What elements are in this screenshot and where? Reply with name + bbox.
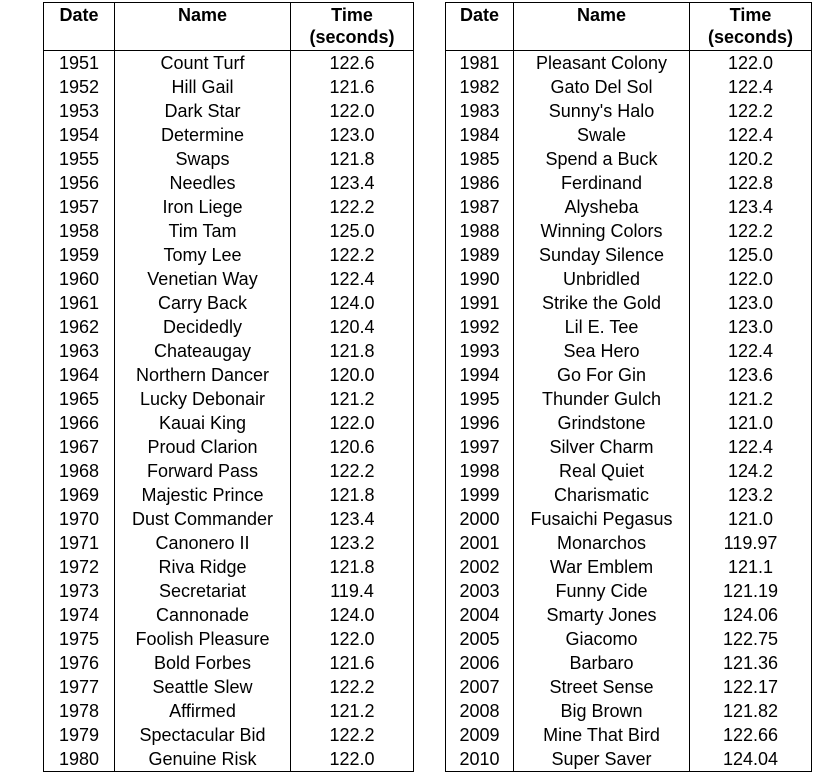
time-cell: 125.0 <box>690 243 812 267</box>
horse-name-cell: Secretariat <box>115 579 291 603</box>
horse-name-cell: Determine <box>115 123 291 147</box>
horse-name-cell: Dust Commander <box>115 507 291 531</box>
table-row <box>446 555 812 579</box>
year-cell: 1985 <box>446 147 514 171</box>
horse-name-cell: Pleasant Colony <box>514 51 690 76</box>
date-column-header: Date <box>446 3 514 51</box>
table-row <box>44 651 414 675</box>
time-cell: 122.2 <box>291 195 414 219</box>
table-row <box>446 699 812 723</box>
time-cell: 124.04 <box>690 747 812 772</box>
time-cell: 122.4 <box>690 435 812 459</box>
table-row <box>44 291 414 315</box>
table-row <box>44 123 414 147</box>
time-column-header <box>291 3 414 51</box>
horse-name-cell: Strike the Gold <box>514 291 690 315</box>
table-row <box>446 267 812 291</box>
time-header-line1: Time <box>331 5 373 25</box>
time-cell: 122.2 <box>291 723 414 747</box>
time-cell: 124.0 <box>291 291 414 315</box>
time-cell: 122.4 <box>291 267 414 291</box>
horse-name-cell: Lil E. Tee <box>514 315 690 339</box>
time-cell: 122.4 <box>690 75 812 99</box>
year-cell: 1991 <box>446 291 514 315</box>
horse-name-cell: Forward Pass <box>115 459 291 483</box>
year-cell: 1953 <box>44 99 115 123</box>
horse-name-cell: Alysheba <box>514 195 690 219</box>
year-cell: 1992 <box>446 315 514 339</box>
table-row <box>44 147 414 171</box>
table-row <box>44 555 414 579</box>
year-cell: 2005 <box>446 627 514 651</box>
time-cell: 121.0 <box>690 507 812 531</box>
year-cell: 1975 <box>44 627 115 651</box>
horse-name-cell: Thunder Gulch <box>514 387 690 411</box>
horse-name-cell: Mine That Bird <box>514 723 690 747</box>
table-row <box>446 459 812 483</box>
time-cell: 122.0 <box>291 747 414 772</box>
horse-name-cell: Genuine Risk <box>115 747 291 772</box>
time-cell: 122.2 <box>690 99 812 123</box>
time-cell: 121.8 <box>291 483 414 507</box>
horse-name-cell: Funny Cide <box>514 579 690 603</box>
table-row <box>446 315 812 339</box>
year-cell: 2000 <box>446 507 514 531</box>
table-row <box>446 435 812 459</box>
year-cell: 1995 <box>446 387 514 411</box>
horse-name-cell: Carry Back <box>115 291 291 315</box>
horse-name-cell: Spectacular Bid <box>115 723 291 747</box>
time-cell: 121.2 <box>291 387 414 411</box>
horse-name-cell: Sunny's Halo <box>514 99 690 123</box>
year-cell: 1972 <box>44 555 115 579</box>
table-row <box>44 195 414 219</box>
table-row <box>44 339 414 363</box>
time-cell: 122.66 <box>690 723 812 747</box>
horse-name-cell: Bold Forbes <box>115 651 291 675</box>
table-row <box>446 171 812 195</box>
right-table-body <box>446 51 812 772</box>
horse-name-cell: Needles <box>115 171 291 195</box>
horse-name-cell: Silver Charm <box>514 435 690 459</box>
time-cell: 121.2 <box>291 699 414 723</box>
left-table-header <box>44 3 414 51</box>
table-row <box>44 699 414 723</box>
year-cell: 1986 <box>446 171 514 195</box>
horse-name-cell: Hill Gail <box>115 75 291 99</box>
table-row <box>446 627 812 651</box>
time-cell: 125.0 <box>291 219 414 243</box>
time-cell: 124.06 <box>690 603 812 627</box>
table-row <box>446 51 812 76</box>
horse-name-cell: Charismatic <box>514 483 690 507</box>
horse-name-cell: Cannonade <box>115 603 291 627</box>
year-cell: 1966 <box>44 411 115 435</box>
table-row <box>44 579 414 603</box>
header-row <box>446 3 812 51</box>
time-cell: 122.4 <box>690 123 812 147</box>
year-cell: 1958 <box>44 219 115 243</box>
horse-name-cell: Super Saver <box>514 747 690 772</box>
year-cell: 1957 <box>44 195 115 219</box>
table-row <box>44 483 414 507</box>
horse-name-cell: Tomy Lee <box>115 243 291 267</box>
table-row <box>446 603 812 627</box>
table-row <box>446 387 812 411</box>
horse-name-cell: Winning Colors <box>514 219 690 243</box>
date-column-header: Date <box>44 3 115 51</box>
time-cell: 120.6 <box>291 435 414 459</box>
table-row <box>44 675 414 699</box>
table-row <box>446 339 812 363</box>
horse-name-cell: Fusaichi Pegasus <box>514 507 690 531</box>
horse-name-cell: Canonero II <box>115 531 291 555</box>
horse-name-cell: Kauai King <box>115 411 291 435</box>
table-row <box>44 507 414 531</box>
time-cell: 123.6 <box>690 363 812 387</box>
time-column-header <box>690 3 812 51</box>
time-cell: 122.2 <box>291 243 414 267</box>
year-cell: 1997 <box>446 435 514 459</box>
year-cell: 1955 <box>44 147 115 171</box>
year-cell: 1952 <box>44 75 115 99</box>
right-results-table <box>445 2 812 772</box>
horse-name-cell: Street Sense <box>514 675 690 699</box>
horse-name-cell: Go For Gin <box>514 363 690 387</box>
time-cell: 120.2 <box>690 147 812 171</box>
year-cell: 1980 <box>44 747 115 772</box>
table-row <box>446 675 812 699</box>
year-cell: 1954 <box>44 123 115 147</box>
time-cell: 122.75 <box>690 627 812 651</box>
time-cell: 123.0 <box>291 123 414 147</box>
year-cell: 2002 <box>446 555 514 579</box>
year-cell: 1987 <box>446 195 514 219</box>
year-cell: 1979 <box>44 723 115 747</box>
time-cell: 120.4 <box>291 315 414 339</box>
horse-name-cell: Iron Liege <box>115 195 291 219</box>
time-cell: 123.4 <box>291 507 414 531</box>
horse-name-cell: Swaps <box>115 147 291 171</box>
horse-name-cell: Swale <box>514 123 690 147</box>
year-cell: 2008 <box>446 699 514 723</box>
year-cell: 1983 <box>446 99 514 123</box>
time-cell: 121.6 <box>291 75 414 99</box>
horse-name-cell: Sea Hero <box>514 339 690 363</box>
horse-name-cell: Big Brown <box>514 699 690 723</box>
time-cell: 124.0 <box>291 603 414 627</box>
horse-name-cell: Tim Tam <box>115 219 291 243</box>
horse-name-cell: Gato Del Sol <box>514 75 690 99</box>
year-cell: 1981 <box>446 51 514 76</box>
time-cell: 121.1 <box>690 555 812 579</box>
horse-name-cell: Real Quiet <box>514 459 690 483</box>
horse-name-cell: Dark Star <box>115 99 291 123</box>
table-row <box>44 531 414 555</box>
year-cell: 1965 <box>44 387 115 411</box>
year-cell: 1976 <box>44 651 115 675</box>
table-row <box>446 747 812 772</box>
table-row <box>44 459 414 483</box>
table-row <box>446 651 812 675</box>
year-cell: 2003 <box>446 579 514 603</box>
right-table-header <box>446 3 812 51</box>
table-row <box>44 747 414 772</box>
table-row <box>44 219 414 243</box>
time-cell: 122.2 <box>291 675 414 699</box>
year-cell: 2004 <box>446 603 514 627</box>
time-cell: 121.82 <box>690 699 812 723</box>
table-row <box>44 603 414 627</box>
time-cell: 122.0 <box>291 627 414 651</box>
time-cell: 123.4 <box>291 171 414 195</box>
year-cell: 1974 <box>44 603 115 627</box>
year-cell: 1970 <box>44 507 115 531</box>
year-cell: 2009 <box>446 723 514 747</box>
left-results-table <box>43 2 414 772</box>
time-cell: 122.2 <box>291 459 414 483</box>
year-cell: 1960 <box>44 267 115 291</box>
time-header-line1: Time <box>729 5 772 25</box>
horse-name-cell: Majestic Prince <box>115 483 291 507</box>
table-row <box>44 387 414 411</box>
time-cell: 121.6 <box>291 651 414 675</box>
time-cell: 122.0 <box>291 411 414 435</box>
time-cell: 121.8 <box>291 339 414 363</box>
year-cell: 1963 <box>44 339 115 363</box>
year-cell: 1994 <box>446 363 514 387</box>
time-cell: 121.0 <box>690 411 812 435</box>
table-row <box>446 411 812 435</box>
time-cell: 122.0 <box>690 51 812 76</box>
time-cell: 122.0 <box>690 267 812 291</box>
year-cell: 2006 <box>446 651 514 675</box>
year-cell: 2001 <box>446 531 514 555</box>
year-cell: 1988 <box>446 219 514 243</box>
time-header-line2: (seconds) <box>707 27 794 47</box>
left-table-body <box>44 51 414 772</box>
table-row <box>446 195 812 219</box>
year-cell: 1968 <box>44 459 115 483</box>
table-row <box>44 243 414 267</box>
name-column-header: Name <box>514 3 690 51</box>
table-row <box>44 267 414 291</box>
time-cell: 121.36 <box>690 651 812 675</box>
table-row <box>44 627 414 651</box>
table-row <box>446 363 812 387</box>
horse-name-cell: Proud Clarion <box>115 435 291 459</box>
horse-name-cell: Chateaugay <box>115 339 291 363</box>
table-row <box>44 315 414 339</box>
horse-name-cell: Giacomo <box>514 627 690 651</box>
time-cell: 124.2 <box>690 459 812 483</box>
horse-name-cell: Foolish Pleasure <box>115 627 291 651</box>
table-row <box>446 579 812 603</box>
horse-name-cell: Grindstone <box>514 411 690 435</box>
horse-name-cell: Monarchos <box>514 531 690 555</box>
table-row <box>446 723 812 747</box>
table-row <box>446 291 812 315</box>
time-cell: 122.6 <box>291 51 414 76</box>
year-cell: 1996 <box>446 411 514 435</box>
year-cell: 1989 <box>446 243 514 267</box>
time-header-line2: (seconds) <box>309 27 395 47</box>
year-cell: 1967 <box>44 435 115 459</box>
time-cell: 122.4 <box>690 339 812 363</box>
year-cell: 1990 <box>446 267 514 291</box>
horse-name-cell: Venetian Way <box>115 267 291 291</box>
year-cell: 1951 <box>44 51 115 76</box>
year-cell: 1961 <box>44 291 115 315</box>
year-cell: 2010 <box>446 747 514 772</box>
horse-name-cell: Northern Dancer <box>115 363 291 387</box>
time-cell: 122.0 <box>291 99 414 123</box>
horse-name-cell: Affirmed <box>115 699 291 723</box>
year-cell: 1998 <box>446 459 514 483</box>
time-cell: 122.17 <box>690 675 812 699</box>
time-cell: 123.2 <box>690 483 812 507</box>
year-cell: 1956 <box>44 171 115 195</box>
table-row <box>44 363 414 387</box>
year-cell: 1993 <box>446 339 514 363</box>
table-row <box>44 75 414 99</box>
table-row <box>44 99 414 123</box>
year-cell: 1977 <box>44 675 115 699</box>
table-row <box>44 411 414 435</box>
horse-name-cell: Riva Ridge <box>115 555 291 579</box>
horse-name-cell: Spend a Buck <box>514 147 690 171</box>
horse-name-cell: War Emblem <box>514 555 690 579</box>
name-column-header: Name <box>115 3 291 51</box>
year-cell: 1984 <box>446 123 514 147</box>
time-cell: 123.4 <box>690 195 812 219</box>
horse-name-cell: Sunday Silence <box>514 243 690 267</box>
table-row <box>446 147 812 171</box>
table-row <box>446 99 812 123</box>
table-row <box>446 483 812 507</box>
horse-name-cell: Decidedly <box>115 315 291 339</box>
time-cell: 123.2 <box>291 531 414 555</box>
year-cell: 1973 <box>44 579 115 603</box>
horse-name-cell: Count Turf <box>115 51 291 76</box>
horse-name-cell: Barbaro <box>514 651 690 675</box>
horse-name-cell: Smarty Jones <box>514 603 690 627</box>
header-row <box>44 3 414 51</box>
time-cell: 121.8 <box>291 147 414 171</box>
table-row <box>44 171 414 195</box>
year-cell: 1964 <box>44 363 115 387</box>
table-row <box>446 219 812 243</box>
time-cell: 121.8 <box>291 555 414 579</box>
year-cell: 1978 <box>44 699 115 723</box>
table-row <box>446 507 812 531</box>
table-row <box>446 243 812 267</box>
horse-name-cell: Ferdinand <box>514 171 690 195</box>
table-row <box>44 723 414 747</box>
table-row <box>446 123 812 147</box>
year-cell: 1971 <box>44 531 115 555</box>
horse-name-cell: Unbridled <box>514 267 690 291</box>
time-cell: 122.2 <box>690 219 812 243</box>
table-row <box>446 531 812 555</box>
horse-name-cell: Seattle Slew <box>115 675 291 699</box>
horse-name-cell: Lucky Debonair <box>115 387 291 411</box>
table-row <box>44 51 414 76</box>
time-cell: 119.97 <box>690 531 812 555</box>
year-cell: 1962 <box>44 315 115 339</box>
time-cell: 123.0 <box>690 315 812 339</box>
year-cell: 1969 <box>44 483 115 507</box>
year-cell: 1982 <box>446 75 514 99</box>
year-cell: 1999 <box>446 483 514 507</box>
time-cell: 122.8 <box>690 171 812 195</box>
table-row <box>44 435 414 459</box>
time-cell: 121.2 <box>690 387 812 411</box>
time-cell: 119.4 <box>291 579 414 603</box>
time-cell: 123.0 <box>690 291 812 315</box>
year-cell: 2007 <box>446 675 514 699</box>
table-row <box>446 75 812 99</box>
time-cell: 120.0 <box>291 363 414 387</box>
time-cell: 121.19 <box>690 579 812 603</box>
year-cell: 1959 <box>44 243 115 267</box>
